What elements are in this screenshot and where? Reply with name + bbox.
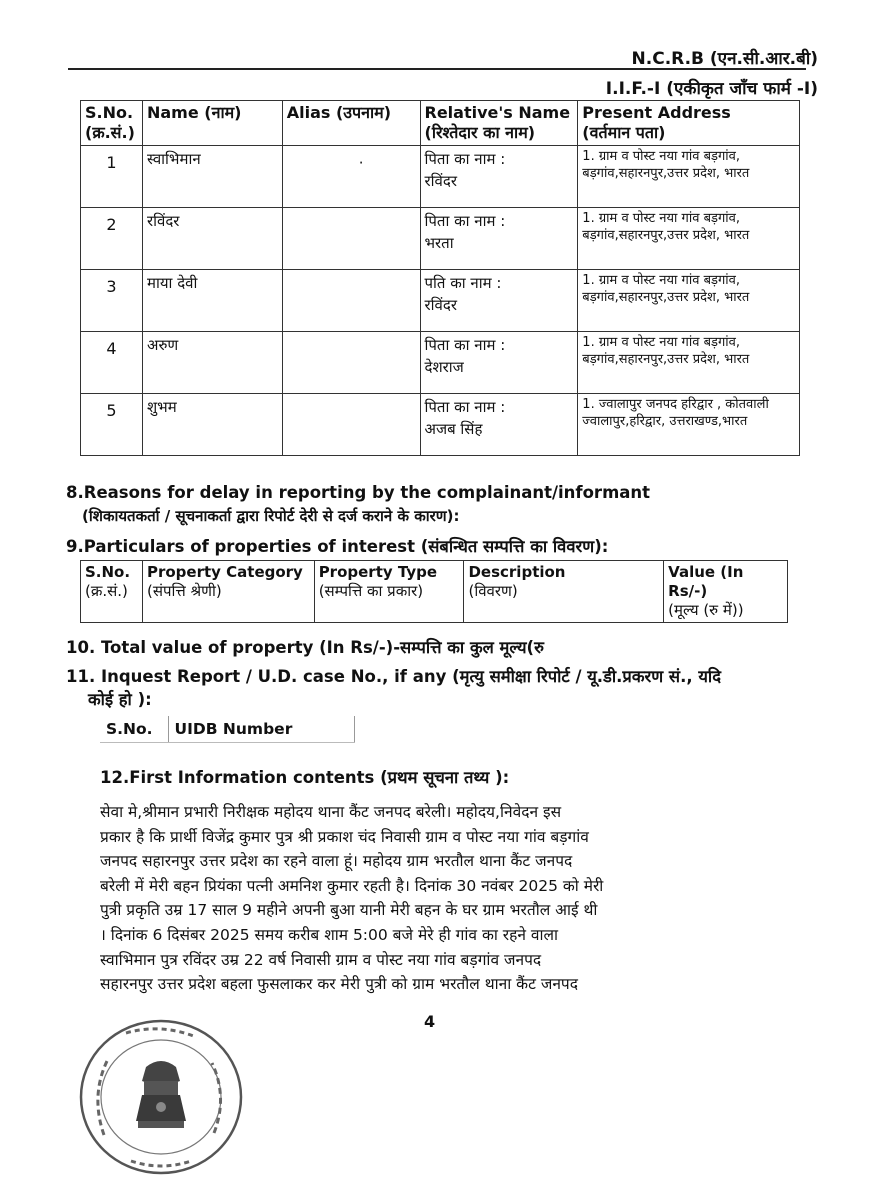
text-line: सेवा मे,श्रीमान प्रभारी निरीक्षक महोदय थाना कैंट जनपद बरेली। महोदय,निवेदन इस [100, 803, 562, 821]
accused-table [80, 100, 800, 456]
section-11-title: 11. Inquest Report / U.D. case No., if any (मृत्यु समीक्षा रिपोर्ट / यू.डी.प्रकरण सं., यदि [66, 667, 721, 686]
row-address: 1. ग्राम व पोस्ट नया गांव बड़गांव, बड़गांव,सहारनपुर,उत्तर प्रदेश, भारत [578, 146, 800, 208]
iif-header: I.I.F.-I (एकीकृत जाँच फार्म -I) [605, 79, 818, 99]
section-12-title: 12.First Information contents (प्रथम सूचना तथ्य ): [100, 768, 510, 787]
table-row [81, 146, 800, 208]
row-alias [282, 208, 420, 270]
uidb-table [100, 716, 355, 743]
prop-col-value: Value (In Rs/-) (मूल्य (रु में)) [664, 561, 788, 623]
row-alias [282, 332, 420, 394]
row-sno: 3 [81, 270, 143, 332]
col-name: Name (नाम) [142, 101, 282, 146]
row-name: शुभम [142, 394, 282, 456]
row-address: 1. ग्राम व पोस्ट नया गांव बड़गांव, बड़गांव,सहारनपुर,उत्तर प्रदेश, भारत [578, 270, 800, 332]
row-relative: पिता का नाम : रविंदर [420, 146, 578, 208]
text-line: जनपद सहारनपुर उत्तर प्रदेश का रहने वाला हूं। महोदय ग्राम भरतौल थाना कैंट जनपद [100, 852, 573, 871]
page-number: 4 [424, 1012, 436, 1031]
section-11-title-cont: कोई हो ): [88, 690, 152, 709]
section-8-title: 8.Reasons for delay in reporting by the complainant/informant [66, 483, 651, 502]
first-information-text [100, 800, 800, 997]
text-line: पुत्री प्रकृति उम्र 17 साल 9 महीने अपनी बुआ यानी मेरी बहन के घर ग्राम भरतौल आई थी [100, 901, 598, 920]
row-sno: 4 [81, 332, 143, 394]
table-row [81, 270, 800, 332]
text-line: सहारनपुर उत्तर प्रदेश बहला फुसलाकर कर मेरी पुत्री को ग्राम भरतौल थाना कैंट जनपद [100, 975, 578, 994]
row-sno: 2 [81, 208, 143, 270]
row-relative: पिता का नाम : अजब सिंह [420, 394, 578, 456]
row-relative: पिता का नाम : भरता [420, 208, 578, 270]
prop-col-sno: S.No. (क्र.सं.) [81, 561, 143, 623]
text-line: । दिनांक 6 दिसंबर 2025 समय करीब शाम 5:00 बजे मेरे ही गांव का रहने वाला [100, 925, 559, 944]
table-row [81, 208, 800, 270]
row-name: रविंदर [142, 208, 282, 270]
row-alias [282, 394, 420, 456]
row-address: 1. ग्राम व पोस्ट नया गांव बड़गांव, बड़गांव,सहारनपुर,उत्तर प्रदेश, भारत [578, 208, 800, 270]
row-alias: · [282, 146, 420, 208]
header-rule [68, 68, 806, 70]
prop-col-description: Description (विवरण) [464, 561, 664, 623]
row-sno: 5 [81, 394, 143, 456]
property-table [80, 560, 788, 623]
row-name: माया देवी [142, 270, 282, 332]
text-line: प्रकार है कि प्रार्थी विजेंद्र कुमार पुत्र श्री प्रकाश चंद निवासी ग्राम व पोस्ट नया गांव बड़गांव [100, 827, 589, 846]
row-name: स्वाभिमान [142, 146, 282, 208]
row-name: अरुण [142, 332, 282, 394]
col-alias: Alias (उपनाम) [282, 101, 420, 146]
table-row [81, 394, 800, 456]
col-relative: Relative's Name (रिश्तेदार का नाम) [420, 101, 578, 146]
row-alias [282, 270, 420, 332]
accused-table-header [81, 101, 800, 146]
row-relative: पिता का नाम : देशराज [420, 332, 578, 394]
uidb-col-sno: S.No. [100, 716, 168, 743]
uidb-col-number: UIDB Number [168, 716, 355, 743]
prop-col-type: Property Type (सम्पत्ति का प्रकार) [314, 561, 464, 623]
section-9-title: 9.Particulars of properties of interest (संबन्धित सम्पत्ति का विवरण): [66, 537, 609, 556]
row-sno: 1 [81, 146, 143, 208]
prop-col-category: Property Category (संपत्ति श्रेणी) [142, 561, 314, 623]
col-address: Present Address (वर्तमान पता) [578, 101, 800, 146]
table-row [81, 332, 800, 394]
row-relative: पति का नाम : रविंदर [420, 270, 578, 332]
text-line: बरेली में मेरी बहन प्रियंका पत्नी अमनिश कुमार रहती है। दिनांक 30 नवंबर 2025 को मेरी [100, 876, 604, 895]
col-sno: S.No. (क्र.सं.) [81, 101, 143, 146]
ncrb-header: N.C.R.B (एन.सी.आर.बी) [631, 49, 818, 69]
uidb-table-header [100, 716, 355, 743]
police-seal-stamp [76, 1015, 246, 1180]
section-8-subtitle: (शिकायतकर्ता / सूचनाकर्ता द्वारा रिपोर्ट देरी से दर्ज कराने के कारण): [82, 507, 460, 525]
section-10-title: 10. Total value of property (In Rs/-)-सम्पत्ति का कुल मूल्य(रु [66, 638, 544, 657]
row-address: 1. ग्राम व पोस्ट नया गांव बड़गांव, बड़गांव,सहारनपुर,उत्तर प्रदेश, भारत [578, 332, 800, 394]
row-address: 1. ज्वालापुर जनपद हरिद्वार , कोतवाली ज्वालापुर,हरिद्वार, उत्तराखण्ड,भारत [578, 394, 800, 456]
property-table-header [81, 561, 788, 623]
text-line: स्वाभिमान पुत्र रविंदर उम्र 22 वर्ष निवासी ग्राम व पोस्ट नया गांव बड़गांव जनपद [100, 950, 542, 969]
